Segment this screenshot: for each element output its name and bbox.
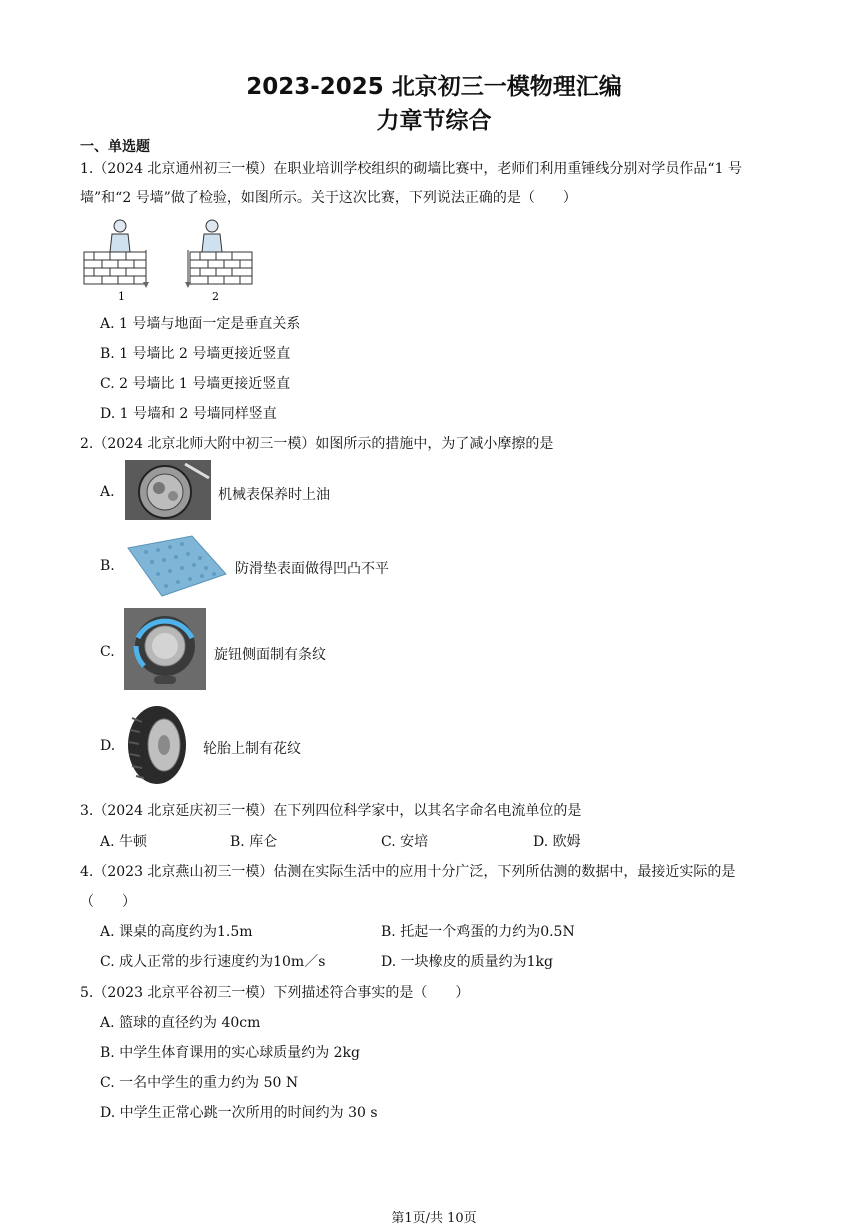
question-1-text: 1.（2024 北京通州初三一模）在职业培训学校组织的砌墙比赛中，老师们利用重锤线分别对学员作品“1 号 bbox=[80, 161, 742, 177]
q3-option-d: D. 欧姆 bbox=[533, 834, 581, 850]
q5-option-c: C. 一名中学生的重力约为 50 N bbox=[100, 1075, 299, 1091]
figure-label-2: 2 bbox=[212, 290, 219, 303]
watch-oiling-image bbox=[125, 460, 211, 520]
question-1-text-cont: 墙”和“2 号墙”做了检验，如图所示。关于这次比赛，下列说法正确的是（ ） bbox=[80, 190, 577, 206]
q2-option-c-text: 旋钮侧面制有条纹 bbox=[214, 647, 326, 663]
q4-option-b: B. 托起一个鸡蛋的力约为0.5N bbox=[381, 924, 575, 940]
q1-option-b: B. 1 号墙比 2 号墙更接近竖直 bbox=[100, 346, 291, 362]
knob-image bbox=[124, 608, 206, 690]
q2-option-b-text: 防滑垫表面做得凹凸不平 bbox=[235, 561, 389, 577]
q5-option-a: A. 篮球的直径约为 40cm bbox=[100, 1015, 261, 1031]
q2-option-b-letter: B. bbox=[100, 558, 115, 574]
q5-option-d: D. 中学生正常心跳一次所用的时间约为 30 s bbox=[100, 1105, 378, 1121]
q1-option-a: A. 1 号墙与地面一定是垂直关系 bbox=[100, 316, 301, 332]
q4-option-d: D. 一块橡皮的质量约为1kg bbox=[381, 954, 553, 970]
anti-slip-mat-image bbox=[122, 534, 228, 598]
q2-option-a-letter: A. bbox=[100, 484, 115, 500]
document-subtitle: 力章节综合 bbox=[376, 108, 492, 134]
question-4-text-cont: （ ） bbox=[80, 894, 136, 910]
q3-option-b: B. 库仑 bbox=[230, 834, 278, 850]
question-5-text: 5.（2023 北京平谷初三一模）下列描述符合事实的是（ ） bbox=[80, 985, 470, 1001]
question-3-text: 3.（2024 北京延庆初三一模）在下列四位科学家中，以其名字命名电流单位的是 bbox=[80, 803, 582, 819]
page-footer: 第1页/共 10页 bbox=[391, 1211, 477, 1226]
question-4-text: 4.（2023 北京燕山初三一模）估测在实际生活中的应用十分广泛，下列所估测的数据中，最接近实际的是 bbox=[80, 864, 736, 880]
figure-label-1: 1 bbox=[118, 290, 125, 303]
tire-image bbox=[126, 704, 188, 786]
q1-option-c: C. 2 号墙比 1 号墙更接近竖直 bbox=[100, 376, 291, 392]
wall-plumb-figure bbox=[80, 214, 260, 304]
q3-option-a: A. 牛顿 bbox=[100, 834, 148, 850]
section-heading: 一、单选题 bbox=[80, 139, 150, 155]
q5-option-b: B. 中学生体育课用的实心球质量约为 2kg bbox=[100, 1045, 360, 1061]
q4-option-a: A. 课桌的高度约为1.5m bbox=[100, 924, 253, 940]
q4-option-c: C. 成人正常的步行速度约为10m／s bbox=[100, 954, 326, 970]
question-2-text: 2.（2024 北京北师大附中初三一模）如图所示的措施中，为了减小摩擦的是 bbox=[80, 436, 554, 452]
q1-option-d: D. 1 号墙和 2 号墙同样竖直 bbox=[100, 406, 277, 422]
document-title: 2023-2025 北京初三一模物理汇编 bbox=[246, 74, 622, 100]
q2-option-a-text: 机械表保养时上油 bbox=[218, 487, 330, 503]
q3-option-c: C. 安培 bbox=[381, 834, 429, 850]
q2-option-d-letter: D. bbox=[100, 738, 116, 754]
q2-option-d-text: 轮胎上制有花纹 bbox=[203, 741, 301, 757]
q2-option-c-letter: C. bbox=[100, 644, 115, 660]
